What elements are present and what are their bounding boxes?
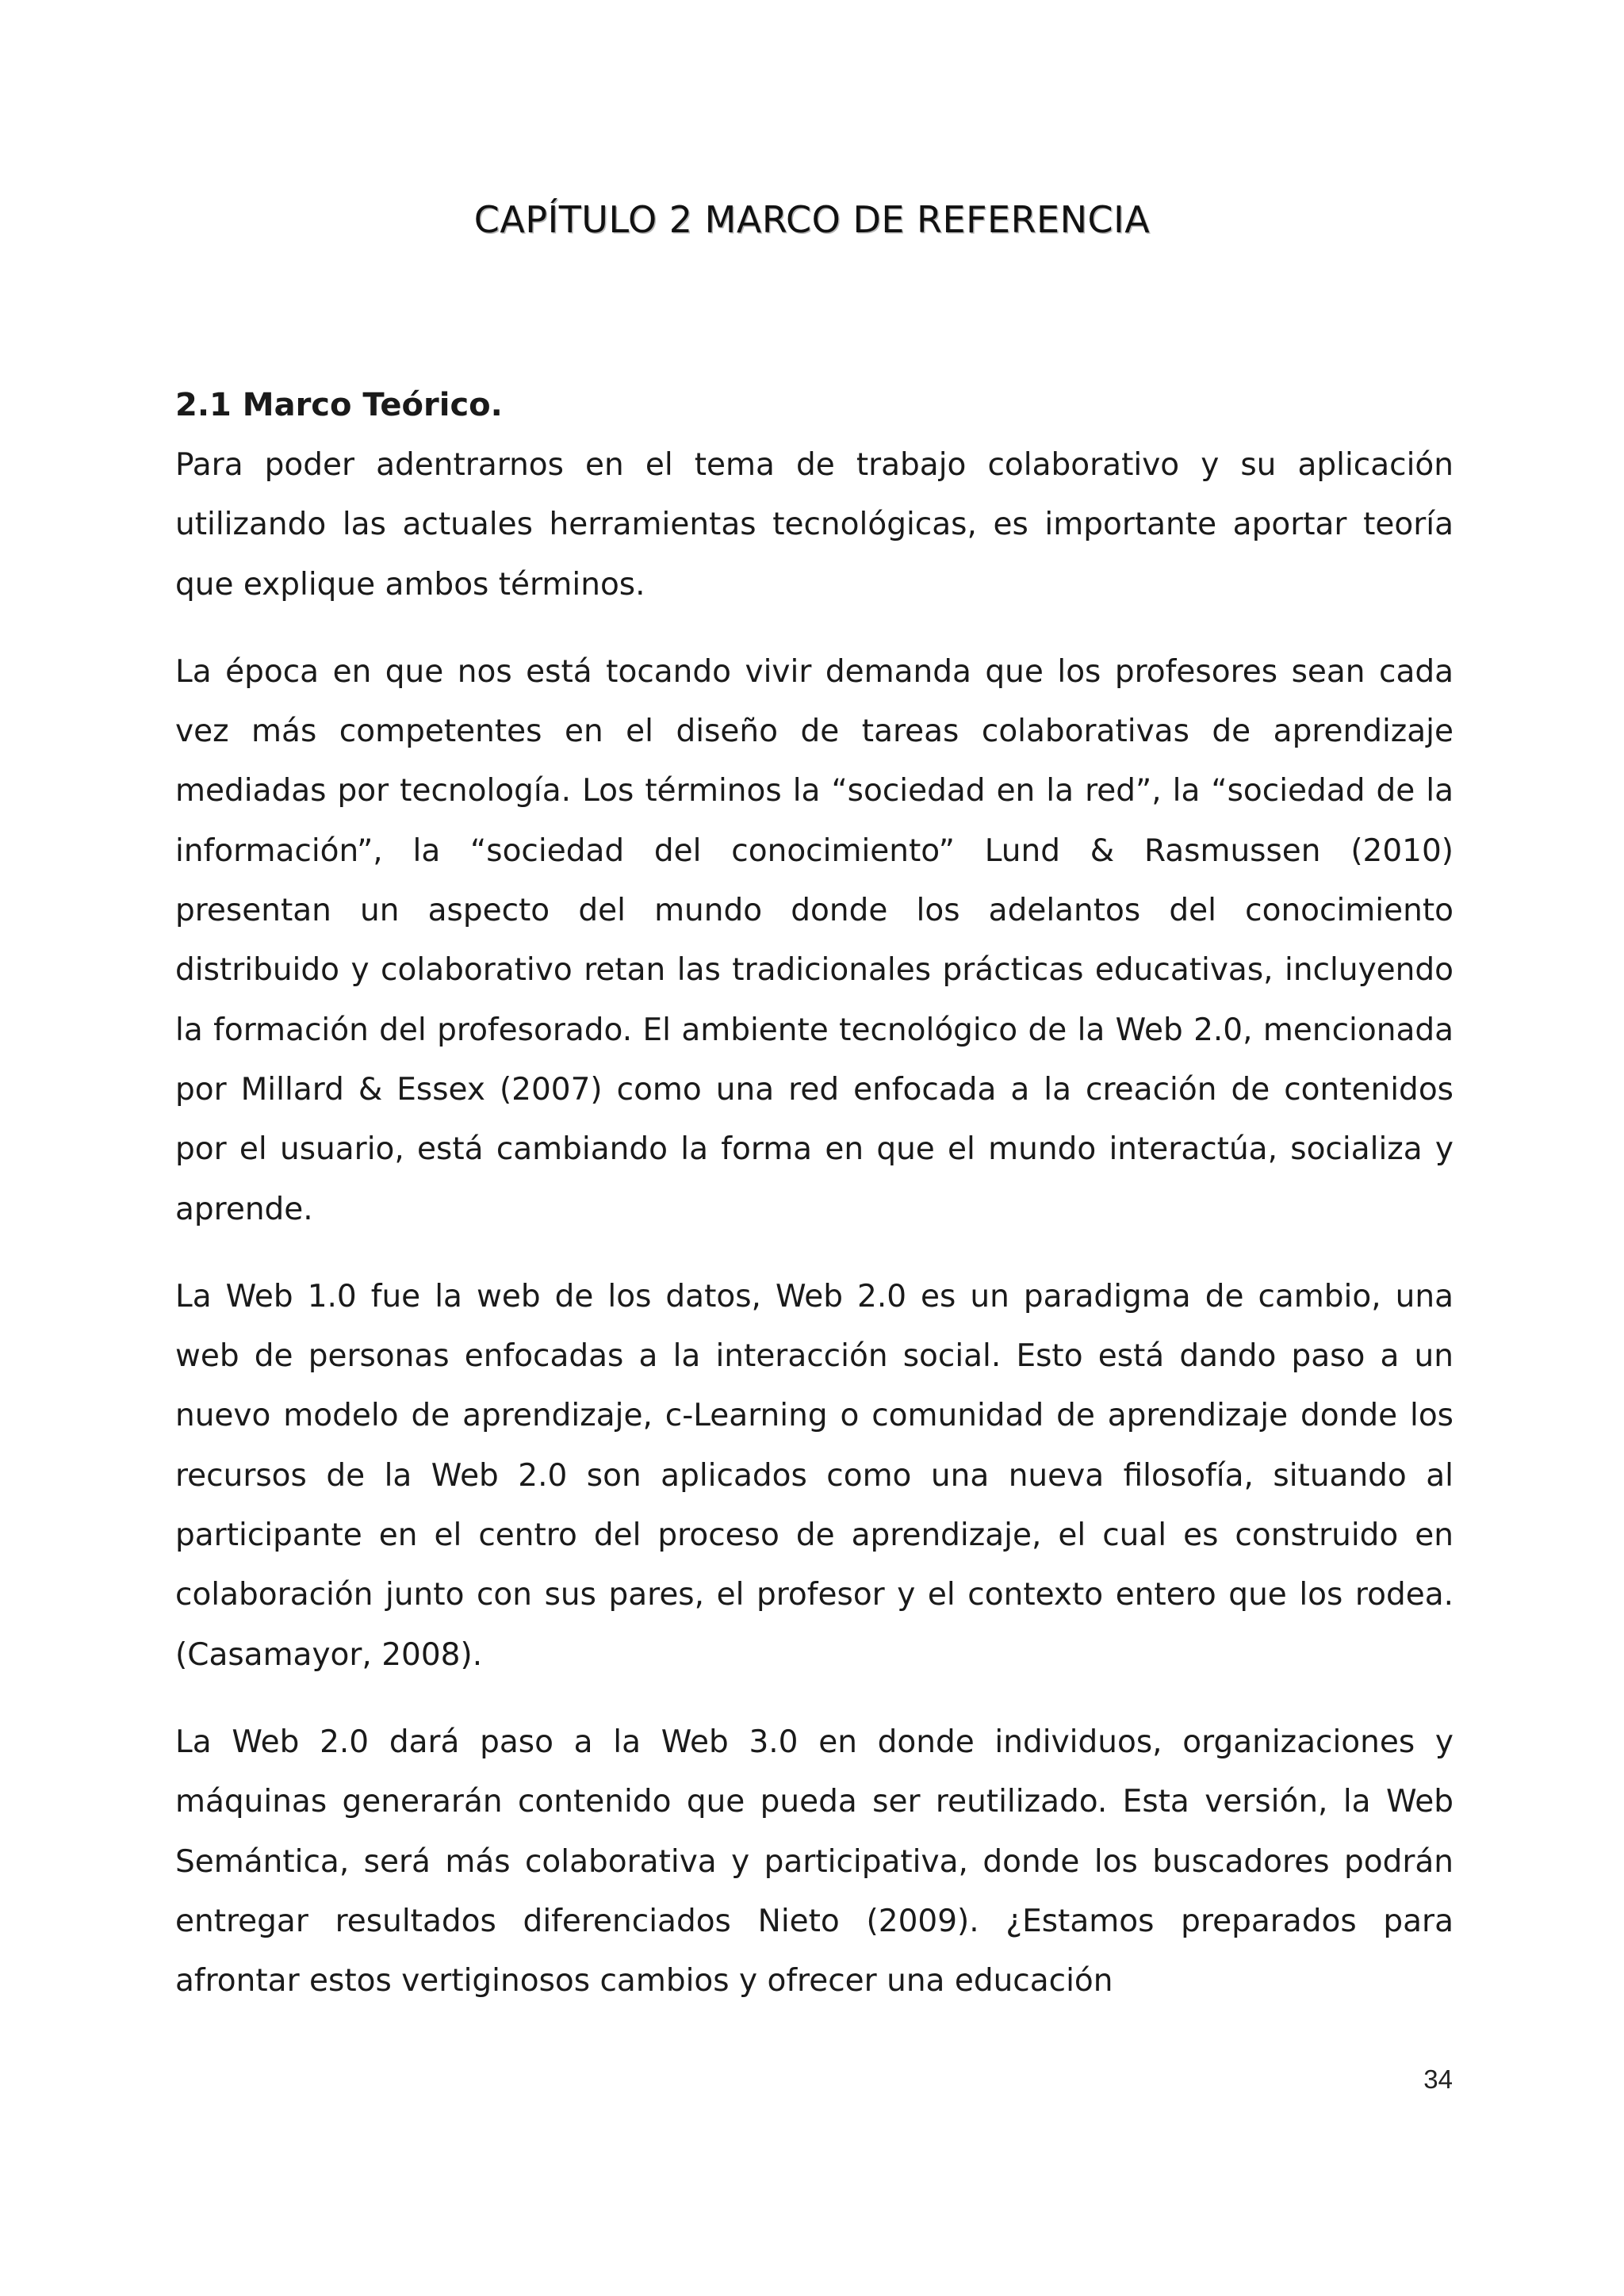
- chapter-title: CAPÍTULO 2 MARCO DE REFERENCIA: [473, 198, 1151, 241]
- section-body: [175, 376, 1454, 2038]
- paragraph-era: La época en que nos está tocando vivir demanda que los profesores sean cada vez más competentes en el diseño de tareas colaborativas de aprendizaje mediadas por tecnología. Los términos la “sociedad en la red”, la “sociedad de la información”, la “sociedad del conocimiento” Lund & Rasmussen (2010) presentan un aspecto del mundo donde los adelantos del conocimiento distribuido y colaborativo retan las tradicionales prácticas educativas, incluyendo la formación del profesorado. El ambiente tecnológico de la Web 2.0, mencionada por Millard & Essex (2007) como una red enfocada a la creación de contenidos por el usuario, está cambiando la forma en que el mundo interactúa, socializa y aprende.: [175, 653, 1454, 1227]
- paragraph-intro: Para poder adentrarnos en el tema de trabajo colaborativo y su aplicación utilizando las actuales herramientas tecnológicas, es importante aportar teoría que explique ambos términos.: [175, 447, 1454, 603]
- page-number: 34: [1423, 2064, 1453, 2094]
- paragraph-web1-web2: La Web 1.0 fue la web de los datos, Web 2.0 es un paradigma de cambio, una web de personas enfocadas a la interacción social. Esto está dando paso a un nuevo modelo de aprendizaje, c-Learning o comunidad de aprendizaje donde los recursos de la Web 2.0 son aplicados como una nueva filosofía, situando al participante en el centro del proceso de aprendizaje, el cual es construido en colaboración junto con sus pares, el profesor y el contexto entero que los rodea. (Casamayor, 2008).: [175, 1278, 1454, 1673]
- section-heading: 2.1 Marco Teórico.: [175, 387, 503, 423]
- paragraph-web3: La Web 2.0 dará paso a la Web 3.0 en donde individuos, organizaciones y máquinas generarán contenido que pueda ser reutilizado. Esta versión, la Web Semántica, será más colaborativa y participativa, donde los buscadores podrán entregar resultados diferenciados Nieto (2009). ¿Estamos preparados para afrontar estos vertiginosos cambios y ofrecer una educación: [175, 1724, 1454, 1999]
